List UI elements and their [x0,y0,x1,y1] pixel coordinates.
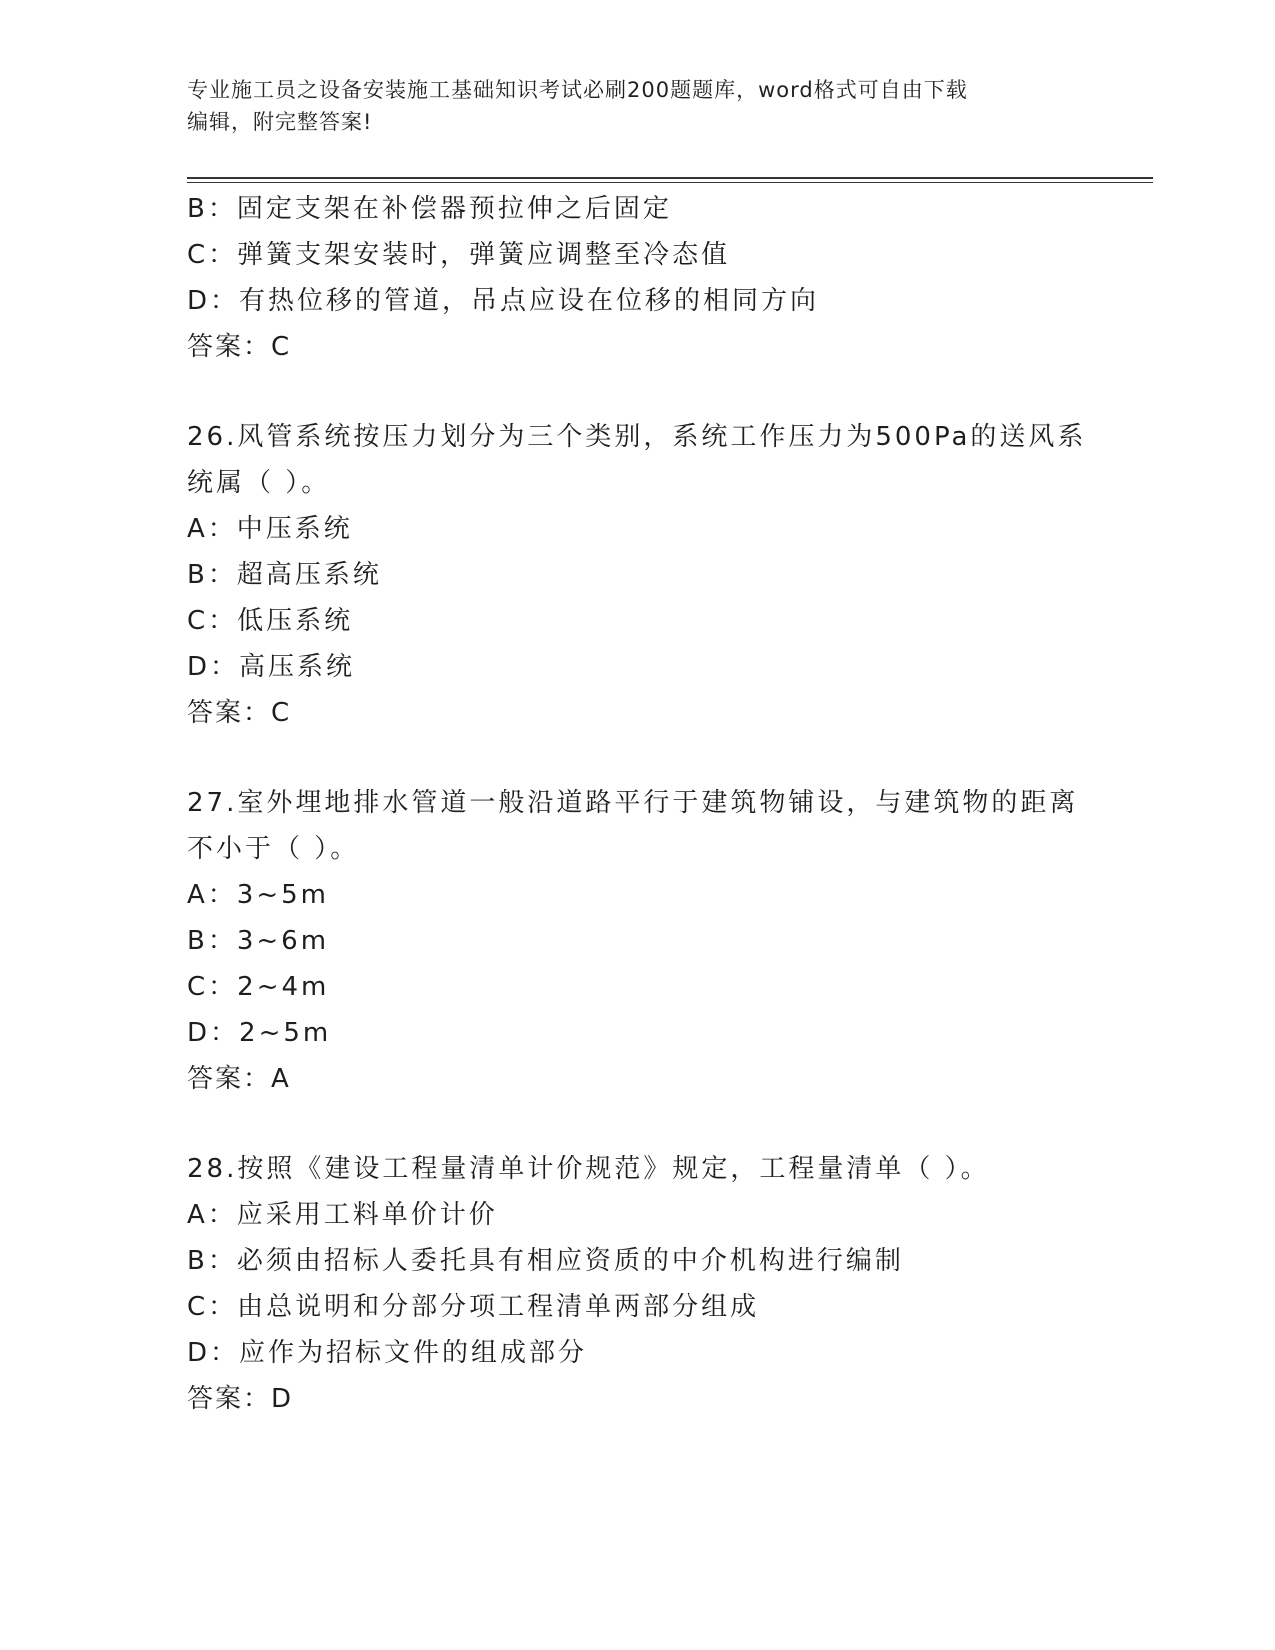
q25-option-c: C：弹簧支架安装时，弹簧应调整至冷态值 [187,240,731,270]
spacer [187,370,1087,414]
q26-answer: 答案：C [187,698,292,728]
q27-answer: 答案：A [187,1064,291,1094]
spacer [187,736,1087,780]
q28-stem-line-1: 28.按照《建设工程量清单计价规范》规定，工程量清单（ ）。 [187,1154,990,1184]
question-25 [187,186,1087,370]
q26-option-d: D：高压系统 [187,652,356,682]
q27-option-b: B：3~6m [187,926,330,956]
q28-option-d: D：应作为招标文件的组成部分 [187,1338,588,1368]
q28-option-c: C：由总说明和分部分项工程清单两部分组成 [187,1292,760,1322]
q26-option-c: C：低压系统 [187,606,354,636]
q26-option-b: B：超高压系统 [187,560,382,590]
q25-option-b: B：固定支架在补偿器预拉伸之后固定 [187,194,672,224]
q27-option-c: C：2~4m [187,972,330,1002]
q26-option-a: A：中压系统 [187,514,353,544]
q27-stem-line-1: 27.室外埋地排水管道一般沿道路平行于建筑物铺设，与建筑物的距离 [187,788,1079,818]
q25-answer: 答案：C [187,332,292,362]
spacer [187,1102,1087,1146]
header-divider-thick [187,177,1153,179]
question-28 [187,1146,1087,1422]
q28-option-b: B：必须由招标人委托具有相应资质的中介机构进行编制 [187,1246,904,1276]
q25-option-d: D：有热位移的管道，吊点应设在位移的相同方向 [187,286,820,316]
question-content [187,186,1087,1422]
q27-option-d: D：2~5m [187,1018,332,1048]
q28-answer: 答案：D [187,1384,294,1414]
question-27 [187,780,1087,1102]
question-26 [187,414,1087,736]
q26-stem-line-1: 26.风管系统按压力划分为三个类别，系统工作压力为500Pa的送风系 [187,422,1087,452]
header-title-line-2: 编辑，附完整答案! [187,110,373,134]
header-divider-thin [187,182,1153,183]
q26-stem-line-2: 统属（ ）。 [187,468,331,498]
page-header [187,74,1067,138]
q27-stem-line-2: 不小于（ ）。 [187,834,360,864]
header-title-line-1: 专业施工员之设备安装施工基础知识考试必刷200题题库，word格式可自由下载 [187,78,968,102]
q28-option-a: A：应采用工料单价计价 [187,1200,498,1230]
q27-option-a: A：3~5m [187,880,329,910]
